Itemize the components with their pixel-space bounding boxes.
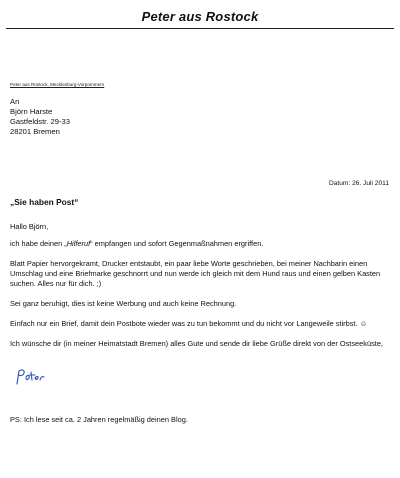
letterhead-name: Peter aus Rostock <box>141 9 259 24</box>
letter-greeting: Hallo Björn, <box>10 222 49 231</box>
recipient-prefix: An <box>10 97 20 106</box>
paragraph-4: Einfach nur ein Brief, damit dein Postbote wieder was zu tun bekommt und du nicht vor Langeweile stirbst. ☺ <box>10 319 368 328</box>
letter-subject: „Sie haben Post“ <box>10 197 79 207</box>
recipient-street: Gastfeldstr. 29-33 <box>10 117 70 126</box>
letter-date: Datum: 26. Juli 2011 <box>329 180 389 187</box>
letter-body <box>10 222 388 349</box>
postscript: PS: Ich lese seit ca. 2 Jahren regelmäßig deinen Blog. <box>10 415 188 424</box>
sender-return-address: Peter aus Rostock, Mecklenburg-Vorpommern <box>10 82 105 87</box>
letterhead <box>6 8 394 29</box>
recipient-name: Björn Harste <box>10 107 53 116</box>
paragraph-1 <box>10 239 388 249</box>
paragraph-3: Sei ganz beruhigt, dies ist keine Werbung und auch keine Rechnung. <box>10 299 237 308</box>
handwritten-signature <box>14 367 50 387</box>
recipient-address <box>10 97 70 137</box>
paragraph-1-start: ich habe deinen „ <box>10 239 67 248</box>
paragraph-5: Ich wünsche dir (in meiner Heimatstadt Bremen) alles Gute und sende dir liebe Grüße direkt von der Ostseeküste, <box>10 339 383 348</box>
paragraph-1-italic: Hilferuf <box>66 239 91 248</box>
recipient-city: 28201 Bremen <box>10 127 60 136</box>
paragraph-1-end: “ empfangen und sofort Gegenmaßnahmen ergriffen. <box>90 239 264 248</box>
paragraph-2: Blatt Papier hervorgekramt, Drucker entstaubt, ein paar liebe Worte geschrieben, bei meiner Nachbarin einen Umschlag und eine Briefmarke geschnorrt und nun werde ich gleich mit dem Hund raus und einen gelben Kasten suchen. Alles nur für dich. ;) <box>10 259 381 288</box>
